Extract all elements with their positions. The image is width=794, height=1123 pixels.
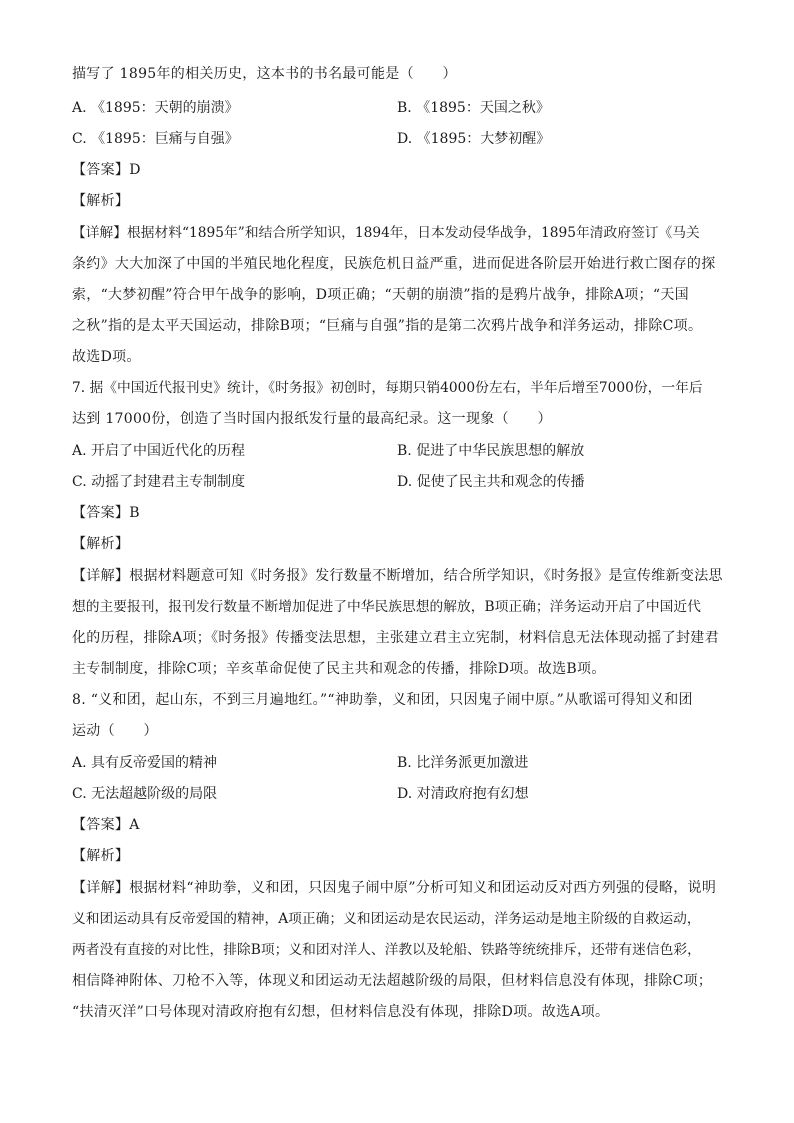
q7-option-b: B. 促进了中华民族思想的解放	[397, 443, 585, 459]
q6-detail-line-4: 之秋”指的是太平天国运动，排除B项；“巨痛与自强”指的是第二次鸦片战争和洋务运动，排除C项。	[72, 318, 703, 334]
q6-detail-line-3: 索，“大梦初醒”符合甲午战争的影响，D项正确；“天朝的崩溃”指的是鸦片战争，排除A项；“天国	[72, 287, 689, 303]
detail-label: 【详解】	[72, 225, 128, 241]
q8-option-b: B. 比洋务派更加激进	[397, 755, 529, 771]
q7-stem-line-2: 达到 17000份，创造了当时国内报纸发行量的最高纪录。这一现象（ ）	[72, 411, 552, 427]
answer-label: 【答案】	[72, 162, 130, 178]
detail-label: 【详解】	[72, 568, 130, 584]
q7-detail-line-4: 主专制制度，排除C项；辛亥革命促使了民主共和观念的传播，排除D项。故选B项。	[72, 661, 606, 677]
q8-detail-line-3: 两者没有直接的对比性，排除B项；义和团对洋人、洋教以及轮船、铁路等统统排斥，还带有迷信色彩，	[72, 942, 701, 958]
answer-label: 【答案】	[72, 505, 130, 521]
answer-value: B	[129, 505, 140, 521]
q6-option-c: C. 《1895：巨痛与自强》	[72, 131, 239, 147]
q6-detail-line-5: 故选D项。	[72, 349, 141, 365]
answer-value: A	[129, 817, 140, 833]
q8-analysis-label: 【解析】	[72, 848, 130, 864]
q7-detail-line-1	[72, 566, 722, 586]
q7-option-c: C. 动摇了封建君主专制制度	[72, 474, 246, 490]
detail-text: 根据材料题意可知《时务报》发行数量不断增加，结合所学知识，《时务报》是宣传维新变法思	[129, 568, 723, 584]
q8-option-a: A. 具有反帝爱国的精神	[72, 755, 218, 771]
answer-value: D	[129, 162, 141, 178]
detail-label: 【详解】	[72, 880, 130, 896]
q7-answer-line	[72, 503, 722, 523]
q6-stem: 描写了 1895年的相关历史，这本书的书名最可能是（ ）	[72, 66, 457, 82]
q8-option-d: D. 对清政府抱有幻想	[397, 786, 529, 802]
q6-answer-line	[72, 160, 722, 180]
q8-answer-line	[72, 815, 722, 835]
q7-stem-line-1: 7. 据《中国近代报刊史》统计，《时务报》初创时，每期只销4000份左右，半年后增至7000份，一年后	[72, 380, 703, 396]
q6-detail-line-2: 条约》大大加深了中国的半殖民地化程度，民族危机日益严重，进而促进各阶层开始进行救亡图存的探	[72, 256, 716, 272]
q6-detail-line-1	[72, 223, 722, 243]
q8-stem-line-1: 8. “义和团，起山东，不到三月遍地红。”“神助拳，义和团，只因鬼子闹中原。”从歌谣可得知义和团	[72, 692, 693, 708]
q6-analysis-label: 【解析】	[72, 193, 130, 209]
q7-option-d: D. 促使了民主共和观念的传播	[397, 474, 585, 490]
q7-analysis-label: 【解析】	[72, 536, 130, 552]
q6-option-a: A. 《1895：天朝的崩溃》	[72, 100, 239, 116]
q6-option-b: B. 《1895：天国之秋》	[397, 100, 550, 116]
q8-detail-line-1	[72, 878, 722, 898]
q8-detail-line-5: “扶清灭洋”口号体现对清政府抱有幻想，但材料信息没有体现，排除D项。故选A项。	[72, 1004, 610, 1020]
q7-detail-line-3: 化的历程，排除A项；《时务报》传播变法思想，主张建立君主立宪制，材料信息无法体现动摇了封建君	[72, 630, 719, 646]
q6-option-d: D. 《1895：大梦初醒》	[397, 131, 551, 147]
detail-text: 根据材料“1895年”和结合所学知识，1894年，日本发动侵华战争，1895年清政府签订《马关	[127, 225, 700, 241]
answer-label: 【答案】	[72, 817, 130, 833]
q7-option-a: A. 开启了中国近代化的历程	[72, 443, 246, 459]
q8-stem-line-2: 运动（ ）	[72, 723, 158, 739]
q8-detail-line-4: 相信降神附体、刀枪不入等，体现义和团运动无法超越阶级的局限，但材料信息没有体现，排除C项；	[72, 973, 713, 989]
q7-detail-line-2: 想的主要报刊，报刊发行数量不断增加促进了中华民族思想的解放，B项正确；洋务运动开启了中国近代	[72, 599, 701, 615]
q8-option-c: C. 无法超越阶级的局限	[72, 786, 218, 802]
q8-detail-line-2: 义和团运动具有反帝爱国的精神，A项正确；义和团运动是农民运动，洋务运动是地主阶级的自救运动，	[72, 911, 701, 927]
detail-text: 根据材料“神助拳，义和团，只因鬼子闹中原”分析可知义和团运动反对西方列强的侵略，说明	[129, 880, 717, 896]
